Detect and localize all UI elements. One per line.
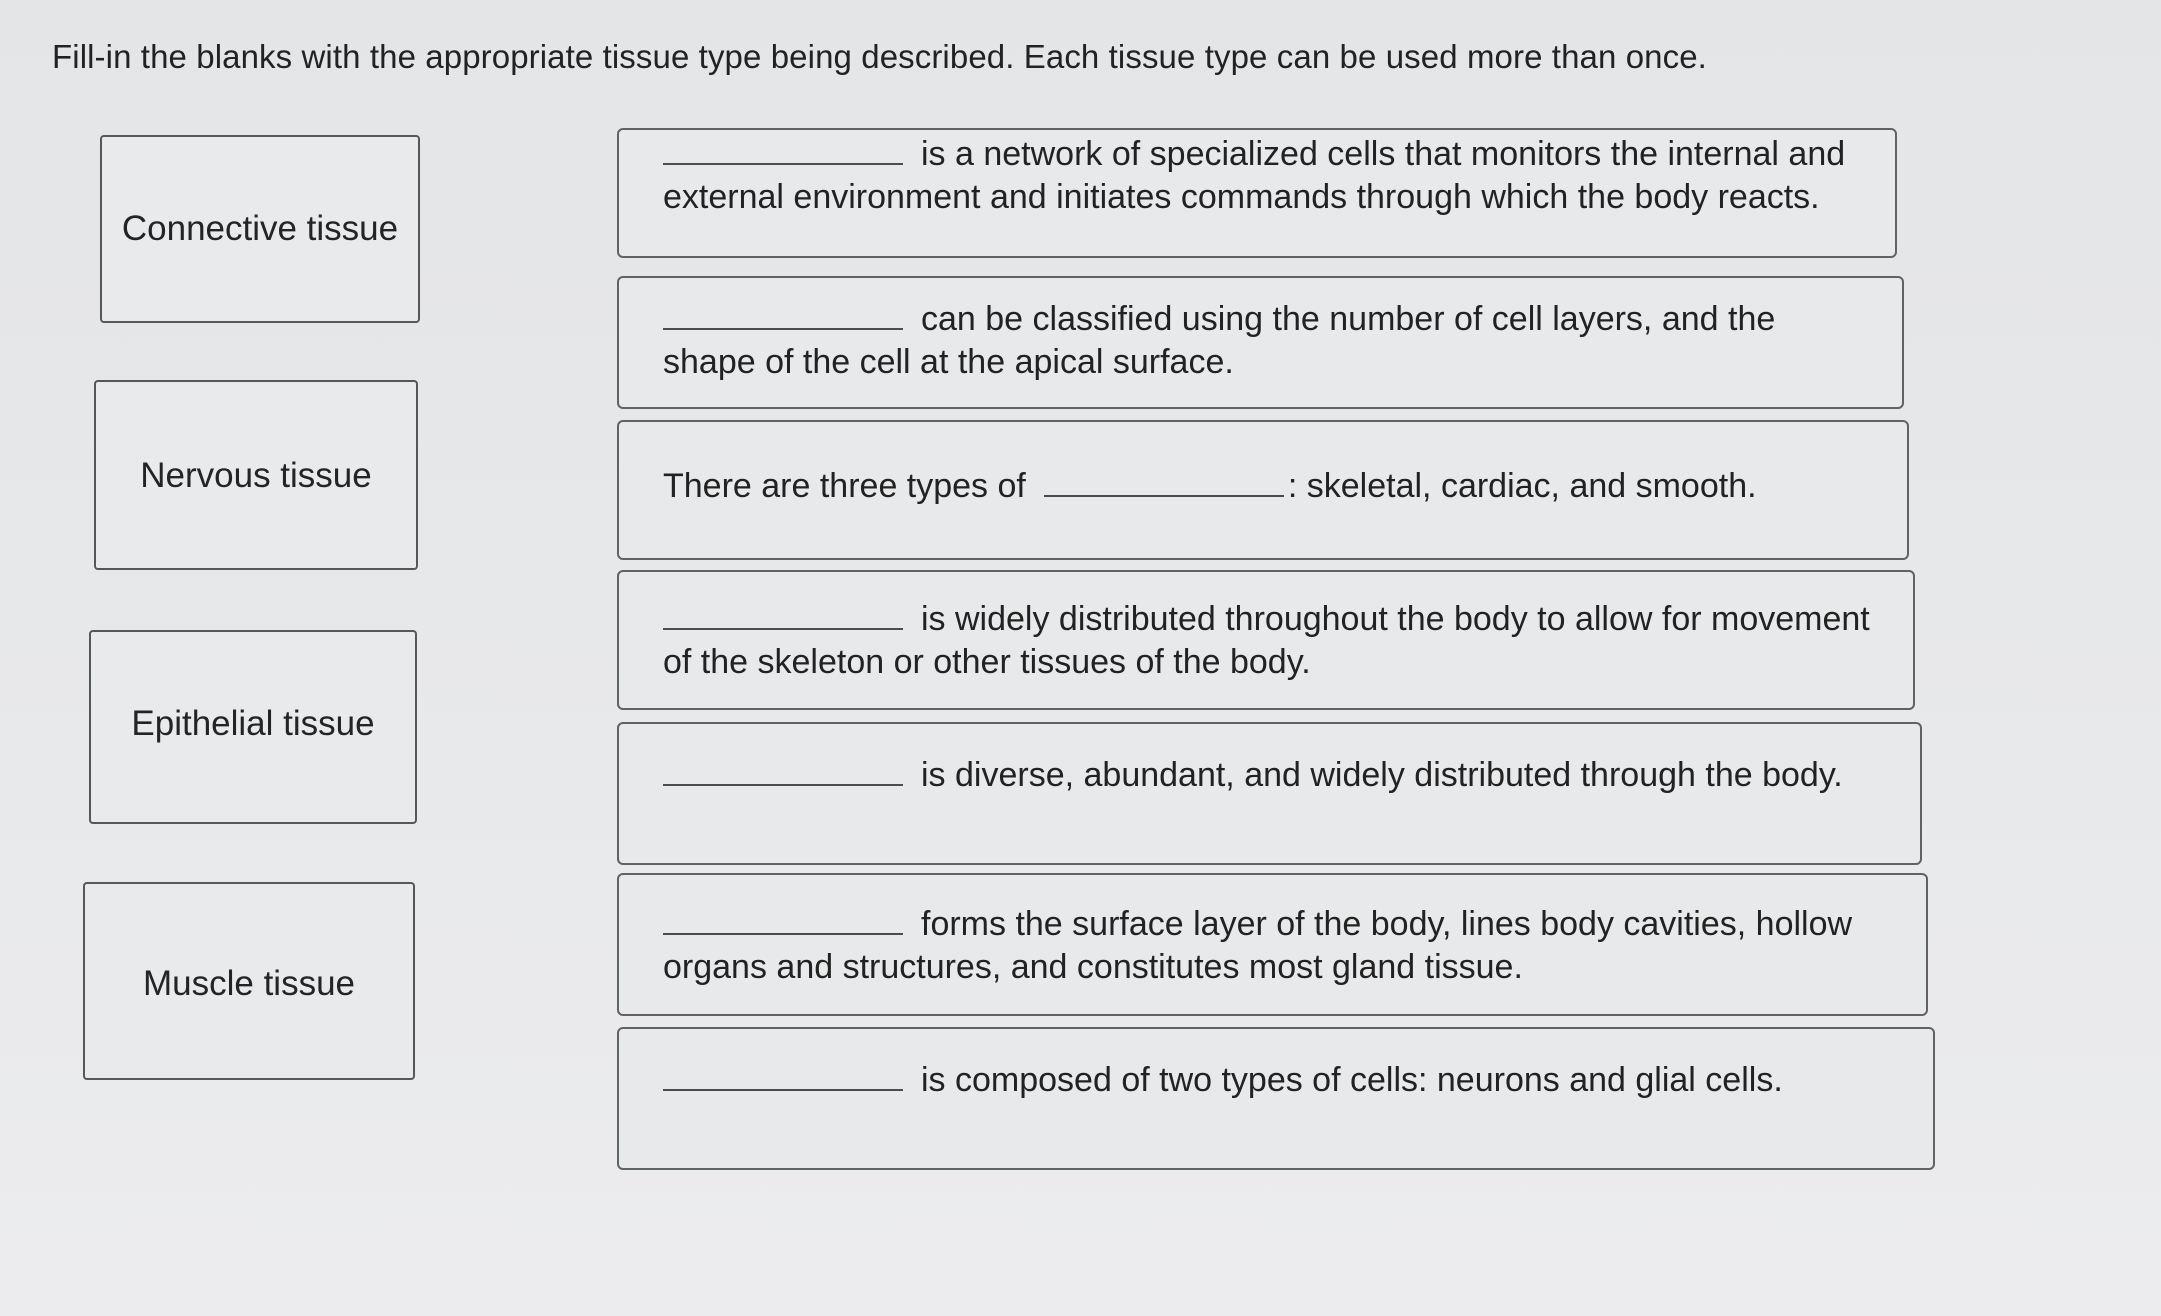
statement-text: is diverse, abundant, and widely distributed through the body. — [921, 756, 1843, 794]
answer-tile-label: Epithelial tissue — [131, 704, 375, 743]
answer-tile-epithelial-tissue[interactable] — [89, 630, 417, 824]
answer-tile-connective-tissue[interactable] — [100, 135, 420, 323]
answer-tile-nervous-tissue[interactable] — [94, 380, 418, 570]
statement-text: is composed of two types of cells: neurons and glial cells. — [921, 1061, 1783, 1099]
answer-blank[interactable] — [663, 604, 903, 630]
statement-box-6[interactable] — [617, 873, 1928, 1016]
statement-text: can be classified using the number of cell layers, and the shape of the cell at the apical surface. — [663, 300, 1776, 381]
instructions-text: Fill-in the blanks with the appropriate tissue type being described. Each tissue type can be used more than once. — [52, 38, 1707, 75]
statement-box-5[interactable] — [617, 722, 1922, 865]
statement-box-3[interactable] — [617, 420, 1909, 560]
answer-blank[interactable] — [663, 1065, 903, 1091]
statement-text-before: There are three types of — [663, 467, 1026, 505]
answer-blank[interactable] — [663, 139, 903, 165]
statement-text: : skeletal, cardiac, and smooth. — [1287, 467, 1757, 505]
statement-box-1[interactable] — [617, 128, 1897, 258]
answer-tile-label: Muscle tissue — [142, 964, 356, 1003]
answer-tile-muscle-tissue[interactable] — [83, 882, 415, 1080]
statement-text: is widely distributed throughout the body to allow for movement of the skeleton or other tissues of the body. — [663, 600, 1870, 681]
statement-box-4[interactable] — [617, 570, 1915, 710]
statement-box-7[interactable] — [617, 1027, 1935, 1170]
statement-text: is a network of specialized cells that monitors the internal and external environment and initiates commands through which the body reacts. — [663, 135, 1846, 216]
statement-box-2[interactable] — [617, 276, 1904, 409]
answer-blank[interactable] — [663, 760, 903, 786]
answer-blank[interactable] — [1044, 471, 1284, 497]
statement-text: forms the surface layer of the body, lines body cavities, hollow organs and structures, and constitutes most gland tissue. — [663, 905, 1853, 986]
answer-blank[interactable] — [663, 304, 903, 330]
answer-tile-label: Nervous tissue — [140, 456, 372, 495]
answer-blank[interactable] — [663, 909, 903, 935]
answer-tile-label: Connective tissue — [121, 209, 399, 248]
